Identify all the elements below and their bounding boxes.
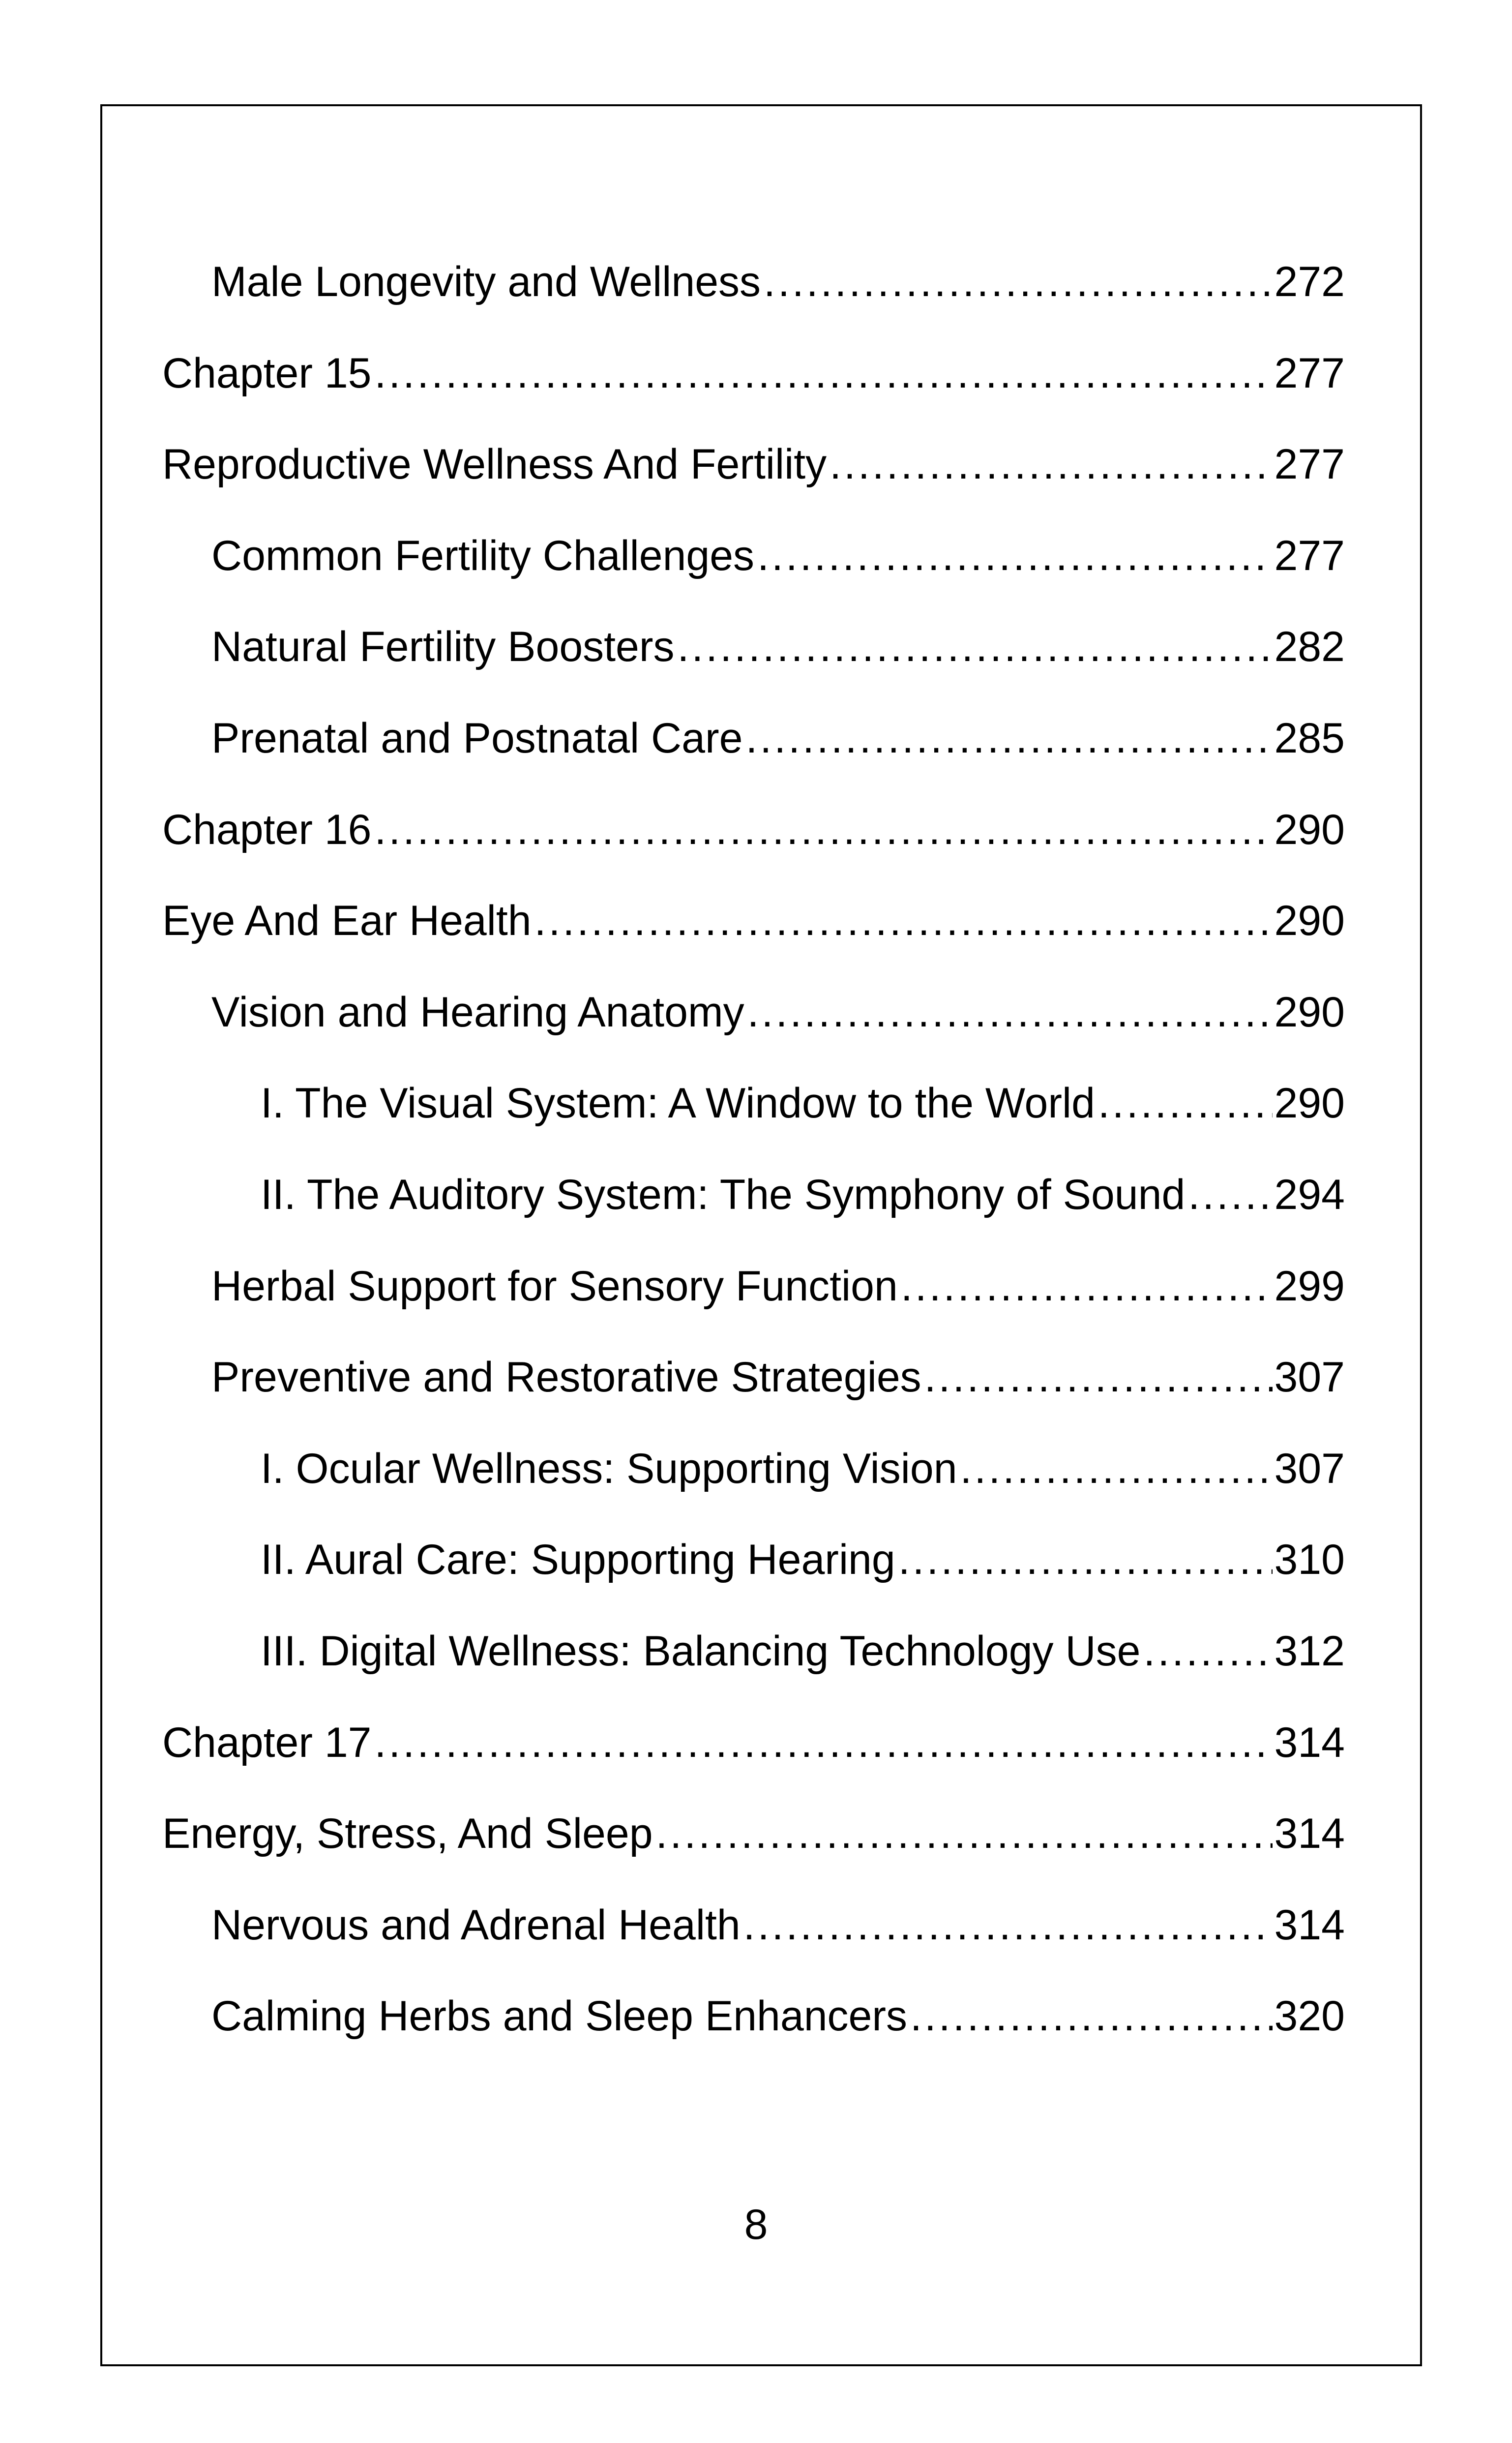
toc-entry-title: III. Digital Wellness: Balancing Technology Use	[261, 1627, 1141, 1675]
toc-entry	[162, 1171, 1345, 1265]
dot-leader	[910, 1995, 1272, 2037]
toc-entry-title: Vision and Hearing Anatomy	[211, 988, 744, 1036]
toc-entry-title: Male Longevity and Wellness	[211, 258, 761, 305]
toc-entry	[162, 623, 1345, 717]
toc-entry-page: 320	[1274, 1992, 1345, 2040]
dot-leader	[656, 1812, 1273, 1855]
toc-entry	[162, 897, 1345, 991]
toc-entry-title: Natural Fertility Boosters	[211, 623, 675, 671]
toc-entry	[162, 349, 1345, 444]
toc-entry-page: 277	[1274, 441, 1345, 488]
toc-entry-page: 314	[1274, 1719, 1345, 1766]
toc-entry	[162, 1082, 1345, 1174]
toc-entry	[162, 1721, 1345, 1813]
toc-entry	[162, 258, 1345, 352]
dot-leader	[375, 352, 1273, 394]
toc-entry-title: I. Ocular Wellness: Supporting Vision	[261, 1445, 957, 1492]
toc-entry-title: I. The Visual System: A Window to the World	[261, 1080, 1095, 1127]
dot-leader	[1098, 1082, 1273, 1124]
toc-entry-page: 272	[1274, 258, 1345, 305]
dot-leader	[1188, 1174, 1272, 1216]
toc-entry	[162, 1538, 1345, 1630]
dot-leader	[375, 809, 1273, 851]
toc-entry	[162, 1812, 1345, 1904]
toc-entry	[162, 1356, 1345, 1448]
dot-leader	[830, 443, 1272, 485]
toc-entry-title: Common Fertility Challenges	[211, 532, 755, 579]
dot-leader	[745, 717, 1272, 759]
toc-entry-page: 282	[1274, 623, 1345, 671]
dot-leader	[534, 900, 1273, 942]
toc-entry-page: 307	[1274, 1354, 1345, 1401]
dot-leader	[1143, 1630, 1272, 1672]
toc-entry-title: Herbal Support for Sensory Function	[211, 1262, 898, 1310]
toc-entry-page: 285	[1274, 714, 1345, 762]
dot-leader	[678, 626, 1273, 668]
toc-entry-page: 290	[1274, 806, 1345, 853]
toc-entry-page: 312	[1274, 1627, 1345, 1675]
toc-entry-page: 290	[1274, 1080, 1345, 1127]
toc-entry-page: 314	[1274, 1810, 1345, 1858]
toc-entry-title: Chapter 17	[162, 1719, 372, 1766]
toc-entry	[162, 988, 1345, 1083]
dot-leader	[743, 1904, 1273, 1946]
dot-leader	[747, 991, 1273, 1033]
toc-entry-page: 277	[1274, 349, 1345, 397]
toc-entry	[162, 714, 1345, 809]
dot-leader	[901, 1265, 1273, 1307]
toc-entry-title: Energy, Stress, And Sleep	[162, 1810, 653, 1858]
dot-leader	[960, 1448, 1273, 1490]
toc-entry-page: 294	[1274, 1171, 1345, 1218]
toc-entry-page: 299	[1274, 1262, 1345, 1310]
dot-leader	[757, 535, 1272, 577]
toc-entry-page: 277	[1274, 532, 1345, 579]
toc-entry-title: II. The Auditory System: The Symphony of Sound	[261, 1171, 1186, 1218]
dot-leader	[375, 1721, 1273, 1764]
toc-entry	[162, 1627, 1345, 1721]
dot-leader	[924, 1356, 1273, 1398]
toc-entry-title: Chapter 16	[162, 806, 372, 853]
page-number: 8	[744, 2201, 768, 2248]
toc-entry-title: Calming Herbs and Sleep Enhancers	[211, 1992, 908, 2040]
dot-leader	[764, 261, 1272, 303]
toc-entry-page: 310	[1274, 1536, 1345, 1584]
toc-entry-title: Reproductive Wellness And Fertility	[162, 441, 827, 488]
toc-entry-title: Eye And Ear Health	[162, 897, 532, 945]
toc-entry-title: Chapter 15	[162, 349, 372, 397]
toc-entry	[162, 1992, 1345, 2086]
toc-entry	[162, 1445, 1345, 1539]
toc-entry-page: 290	[1274, 897, 1345, 945]
dot-leader	[898, 1538, 1273, 1581]
toc-entry-title: Prenatal and Postnatal Care	[211, 714, 743, 762]
toc-entry-title: II. Aural Care: Supporting Hearing	[261, 1536, 895, 1584]
toc-entry	[162, 1262, 1345, 1357]
toc-entry	[162, 443, 1345, 535]
toc-entry	[162, 1901, 1345, 1995]
toc-entry-page: 290	[1274, 988, 1345, 1036]
toc-entry	[162, 532, 1345, 626]
toc-entry-title: Nervous and Adrenal Health	[211, 1901, 741, 1949]
toc-entry	[162, 806, 1345, 900]
toc-entry-title: Preventive and Restorative Strategies	[211, 1354, 921, 1401]
table-of-contents	[162, 258, 1345, 2086]
toc-entry-page: 314	[1274, 1901, 1345, 1949]
toc-entry-page: 307	[1274, 1445, 1345, 1492]
